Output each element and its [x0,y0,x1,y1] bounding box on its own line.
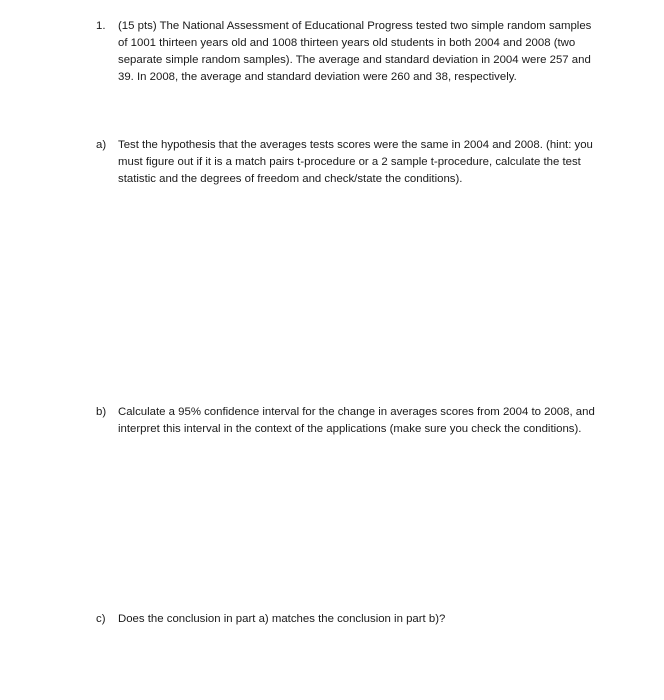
part-b [96,404,596,438]
question-1-text: (15 pts) The National Assessment of Educational Progress tested two simple random samples of 1001 thirteen years old and 1008 thirteen years old students in both 2004 and 2008 (two separate simple random samples). The average and standard deviation in 2004 were 257 and 39. In 2008, the average and standard deviation were 260 and 38, respectively. [118,20,592,83]
part-b-label: b) [96,406,107,418]
part-c-text: Does the conclusion in part a) matches the conclusion in part b)? [118,613,446,625]
part-b-text: Calculate a 95% confidence interval for the change in averages scores from 2004 to 2008, and interpret this interval in the context of the applications (make sure you check the conditions). [118,406,595,435]
question-1-number: 1. [96,20,106,32]
part-c-label: c) [96,613,106,625]
part-a-text: Test the hypothesis that the averages tests scores were the same in 2004 and 2008. (hint: you must figure out if it is a match pairs t-procedure or a 2 sample t-procedure, calculate the test statistic and the degrees of freedom and check/state the conditions). [118,139,593,185]
part-c [96,611,596,628]
part-a-label: a) [96,139,107,151]
part-a [96,137,596,188]
question-1 [96,18,596,86]
